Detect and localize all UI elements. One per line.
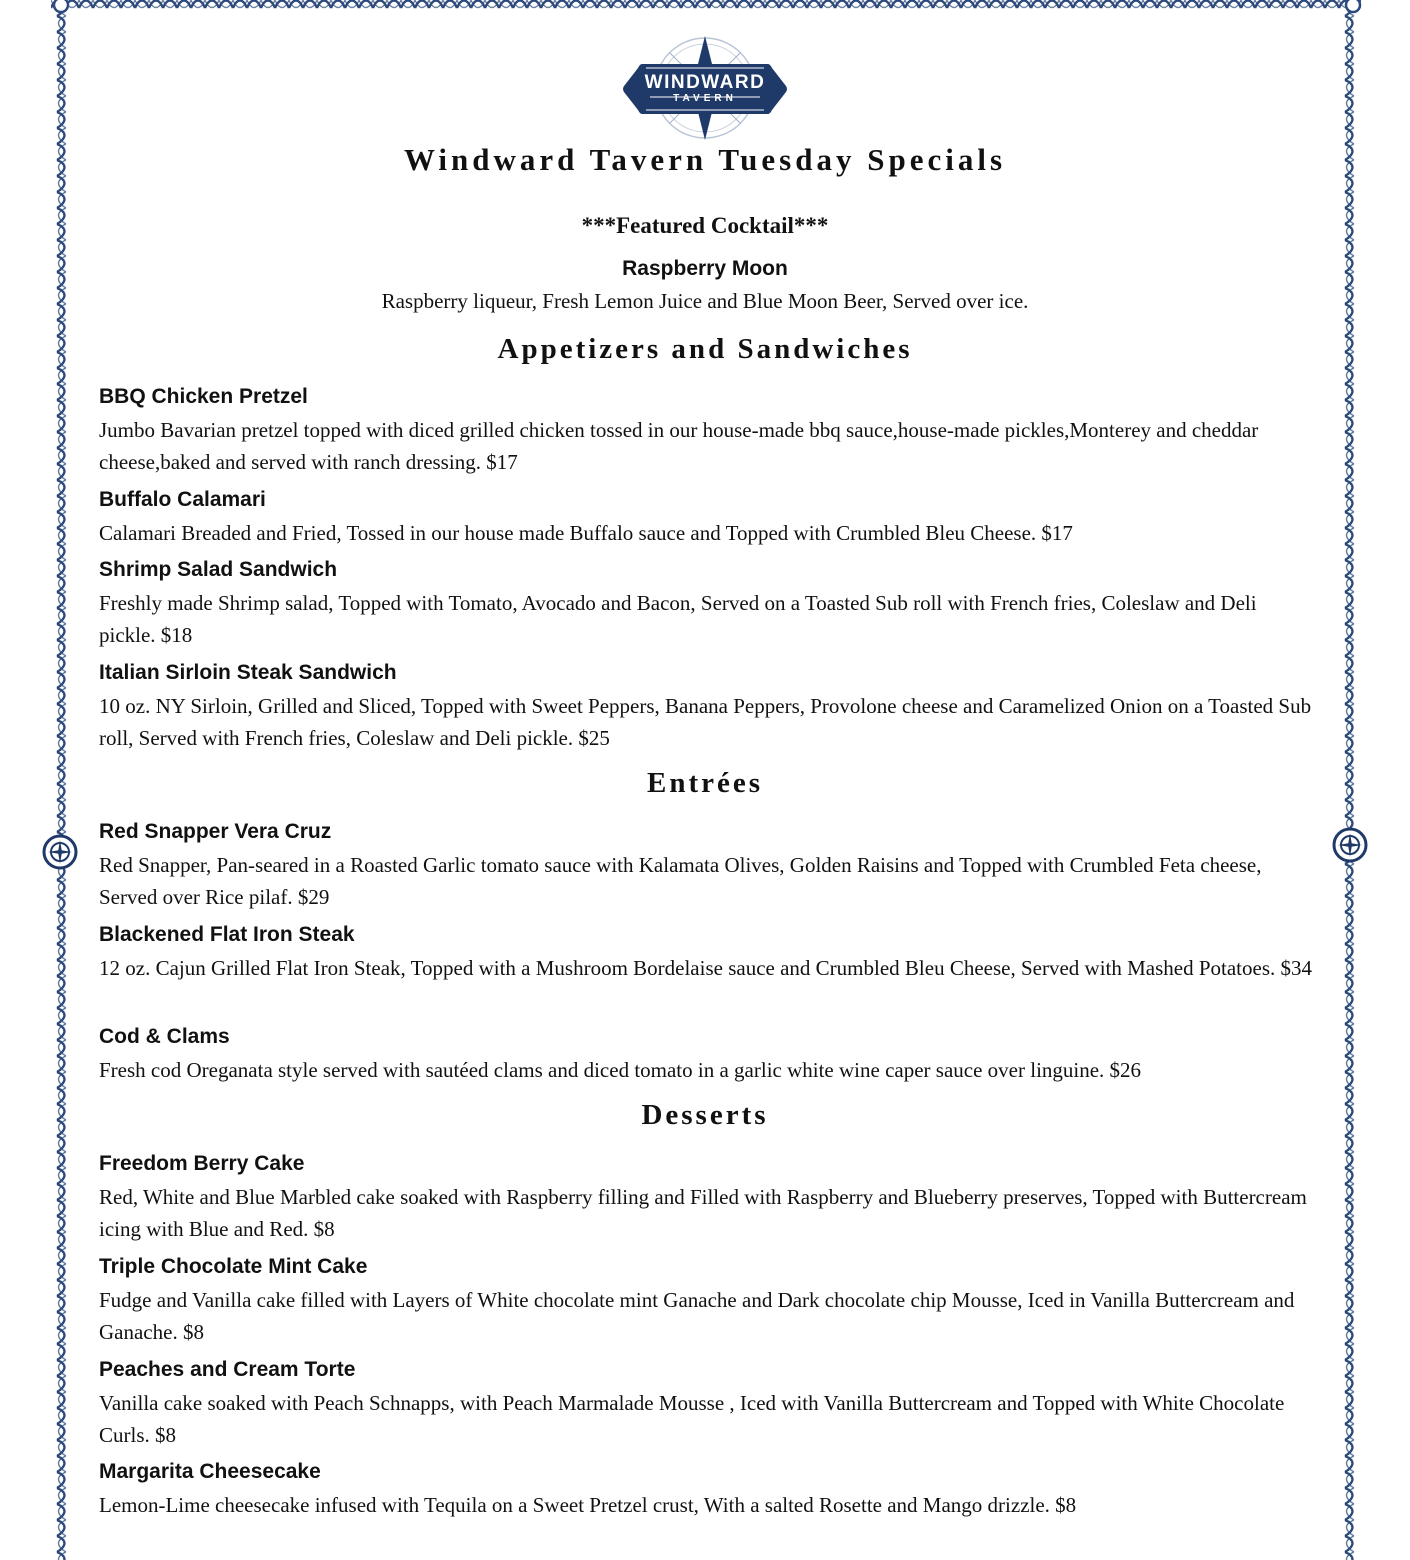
menu-item-name: Peaches and Cream Torte bbox=[99, 1358, 356, 1381]
windward-tavern-logo bbox=[620, 34, 790, 146]
cocktail-description: Raspberry liqueur, Fresh Lemon Juice and Blue Moon Beer, Served over ice. bbox=[381, 289, 1029, 313]
menu-item bbox=[99, 1022, 1314, 1086]
menu-item-description: 10 oz. NY Sirloin, Grilled and Sliced, Topped with Sweet Peppers, Banana Peppers, Provolone cheese and Caramelized Onion on a Toasted Sub roll, Served with French fries, Coleslaw and Deli pickle. $25 bbox=[99, 694, 1312, 750]
menu-item bbox=[99, 1355, 1314, 1451]
menu-item-description: Vanilla cake soaked with Peach Schnapps, with Peach Marmalade Mousse , Iced with Vanilla Buttercream and Topped with White Chocolate Curls. $8 bbox=[99, 1391, 1285, 1447]
menu-item bbox=[99, 658, 1314, 754]
menu-item-name: Shrimp Salad Sandwich bbox=[99, 558, 338, 581]
menu-item-name: BBQ Chicken Pretzel bbox=[99, 385, 308, 408]
menu-item-name: Cod & Clams bbox=[99, 1025, 230, 1048]
menu-item-description: 12 oz. Cajun Grilled Flat Iron Steak, Topped with a Mushroom Bordelaise sauce and Crumbled Bleu Cheese, Served with Mashed Potatoes. $34 bbox=[99, 956, 1313, 980]
compass-medallion-icon bbox=[1332, 827, 1368, 863]
corner-knot-icon bbox=[52, 0, 70, 14]
menu-item bbox=[99, 485, 1314, 549]
menu-item-name: Red Snapper Vera Cruz bbox=[99, 820, 332, 843]
menu-item bbox=[99, 1457, 1314, 1521]
menu-item bbox=[99, 1252, 1314, 1348]
menu-item-description: Fresh cod Oreganata style served with sautéed clams and diced tomato in a garlic white wine caper sauce over linguine. $26 bbox=[99, 1058, 1142, 1082]
section-heading-desserts: Desserts bbox=[641, 1099, 769, 1131]
menu-item bbox=[99, 920, 1314, 984]
menu-item-description: Fudge and Vanilla cake filled with Layers of White chocolate mint Ganache and Dark chocolate chip Mousse, Iced in Vanilla Buttercream and Ganache. $8 bbox=[99, 1288, 1295, 1344]
menu-item bbox=[99, 1149, 1314, 1245]
menu-item-description: Calamari Breaded and Fried, Tossed in our house made Buffalo sauce and Topped with Crumbled Bleu Cheese. $17 bbox=[99, 521, 1073, 545]
corner-knot-icon bbox=[1344, 0, 1362, 14]
logo-name: WINDWARD bbox=[644, 72, 766, 93]
page-title: Windward Tavern Tuesday Specials bbox=[403, 142, 1007, 177]
menu-item-description: Red Snapper, Pan-seared in a Roasted Garlic tomato sauce with Kalamata Olives, Golden Raisins and Topped with Crumbled Feta cheese, Served over Rice pilaf. $29 bbox=[99, 853, 1262, 909]
menu-item bbox=[99, 555, 1314, 651]
menu-item-name: Freedom Berry Cake bbox=[99, 1152, 305, 1175]
logo-subname: TAVERN bbox=[673, 93, 737, 104]
section-heading-appetizers: Appetizers and Sandwiches bbox=[497, 333, 913, 365]
featured-cocktail-heading: ***Featured Cocktail*** bbox=[581, 213, 829, 238]
menu-item-description: Lemon-Lime cheesecake infused with Tequila on a Sweet Pretzel crust, With a salted Rosette and Mango drizzle. $8 bbox=[99, 1493, 1077, 1517]
menu-item bbox=[99, 817, 1314, 913]
section-heading-entrees: Entrées bbox=[646, 767, 764, 799]
rope-border-top bbox=[51, 0, 1361, 12]
menu-item-description: Freshly made Shrimp salad, Topped with Tomato, Avocado and Bacon, Served on a Toasted Sub roll with French fries, Coleslaw and Deli pickle. $18 bbox=[99, 591, 1257, 647]
compass-medallion-icon bbox=[42, 834, 78, 870]
menu-item-description: Red, White and Blue Marbled cake soaked with Raspberry filling and Filled with Raspberry and Blueberry preserves, Topped with Buttercream icing with Blue and Red. $8 bbox=[99, 1185, 1307, 1241]
menu-item-name: Margarita Cheesecake bbox=[99, 1460, 321, 1483]
menu-item-name: Buffalo Calamari bbox=[99, 488, 266, 511]
menu-item-name: Triple Chocolate Mint Cake bbox=[99, 1255, 368, 1278]
menu-item-name: Blackened Flat Iron Steak bbox=[99, 923, 355, 946]
menu-item bbox=[99, 382, 1314, 478]
menu-item-name: Italian Sirloin Steak Sandwich bbox=[99, 661, 397, 684]
cocktail-name: Raspberry Moon bbox=[622, 257, 788, 280]
menu-item-description: Jumbo Bavarian pretzel topped with diced grilled chicken tossed in our house-made bbq sauce,house-made pickles,Monterey and cheddar cheese,baked and served with ranch dressing. $17 bbox=[99, 418, 1259, 474]
